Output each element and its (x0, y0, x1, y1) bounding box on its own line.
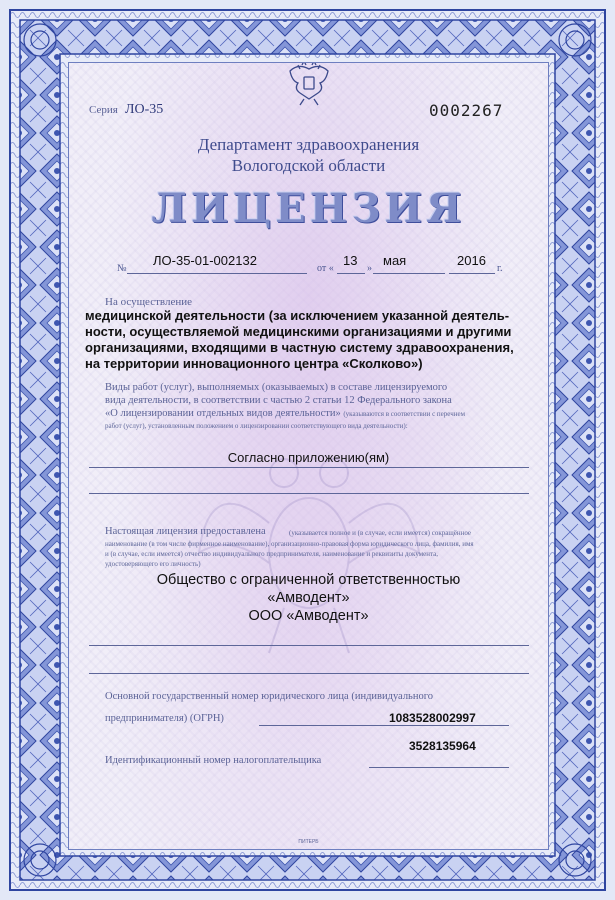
activity-text (85, 308, 545, 372)
printer-mark: ПИТЕРБ (298, 839, 319, 845)
works-note: (указываются в соответствии с перечнем (343, 410, 466, 418)
serial-number: 0002267 (429, 101, 504, 120)
works-text-line: Виды работ (услуг), выполняемых (оказываемых) в составе лицензируемого (105, 382, 448, 393)
works-value: Согласно приложению(ям) (227, 450, 390, 465)
ogrn-value: 1083528002997 (389, 711, 476, 725)
date-close-quote: » (367, 263, 372, 274)
activity-line: на территории инновационного центра «Сколково») (85, 356, 423, 371)
inn-value: 3528135964 (409, 739, 476, 753)
date-from-label: от « (317, 263, 334, 274)
year-suffix: г. (497, 263, 503, 274)
works-description (105, 381, 545, 420)
org-full-name: Общество с ограниченной ответственностью (156, 572, 461, 588)
number-sign: № (117, 263, 127, 274)
ogrn-label-1: Основной государственный номер юридического лица (индивидуального (105, 691, 434, 702)
date-day: 13 (343, 253, 358, 268)
document-body (68, 62, 549, 850)
org-short-name: ООО «Амводент» (248, 608, 369, 624)
org-name-quoted: «Амводент» (267, 590, 350, 606)
purpose-label: На осуществление (105, 296, 192, 308)
license-number: ЛО-35-01-002132 (153, 253, 257, 268)
granted-note-3: и (в случае, если имеется) отчество индивидуального предпринимателя, наименование и реквизиты документа, (105, 550, 439, 558)
granted-note-4: удостоверяющего его личность) (105, 560, 201, 568)
date-month: мая (383, 253, 407, 268)
granted-note-2: наименование (в том числе фирменное наименование), организационно-правовая форма юридического лица, фамилия, имя (105, 540, 474, 548)
activity-line: медицинской деятельности (за исключением указанной деятель- (85, 308, 510, 323)
granted-note-1: (указывается полное и (в случае, если имеется) сокращённое (289, 529, 472, 537)
document-title: ЛИЦЕНЗИЯ (151, 185, 466, 232)
department-line-2: Вологодской области (231, 156, 386, 175)
activity-line: организациями, входящими в частную систему здравоохранения, (85, 340, 514, 355)
series-value: ЛО-35 (125, 102, 164, 117)
granted-label: Настоящая лицензия предоставлена (105, 526, 266, 537)
organization-block (69, 571, 548, 625)
activity-line: ности, осуществляемой медицинскими организациями и другими (85, 324, 512, 339)
coat-of-arms-icon (286, 62, 332, 107)
date-year: 2016 (457, 253, 486, 268)
works-text-law: «О лицензировании отдельных видов деятельности» (105, 408, 341, 419)
series-label: Серия (89, 104, 118, 116)
department-line-1: Департамент здравоохранения (197, 135, 420, 154)
works-text-line: вида деятельности, в соответствии с частью 2 статьи 12 Федерального закона (105, 395, 452, 406)
works-text-line (105, 407, 545, 420)
works-note-line: работ (услуг), установленным положением о лицензировании соответствующего вида деятельности): (105, 422, 408, 430)
ogrn-label-2: предпринимателя) (ОГРН) (105, 713, 224, 724)
inn-label: Идентификационный номер налогоплательщика (105, 755, 322, 766)
